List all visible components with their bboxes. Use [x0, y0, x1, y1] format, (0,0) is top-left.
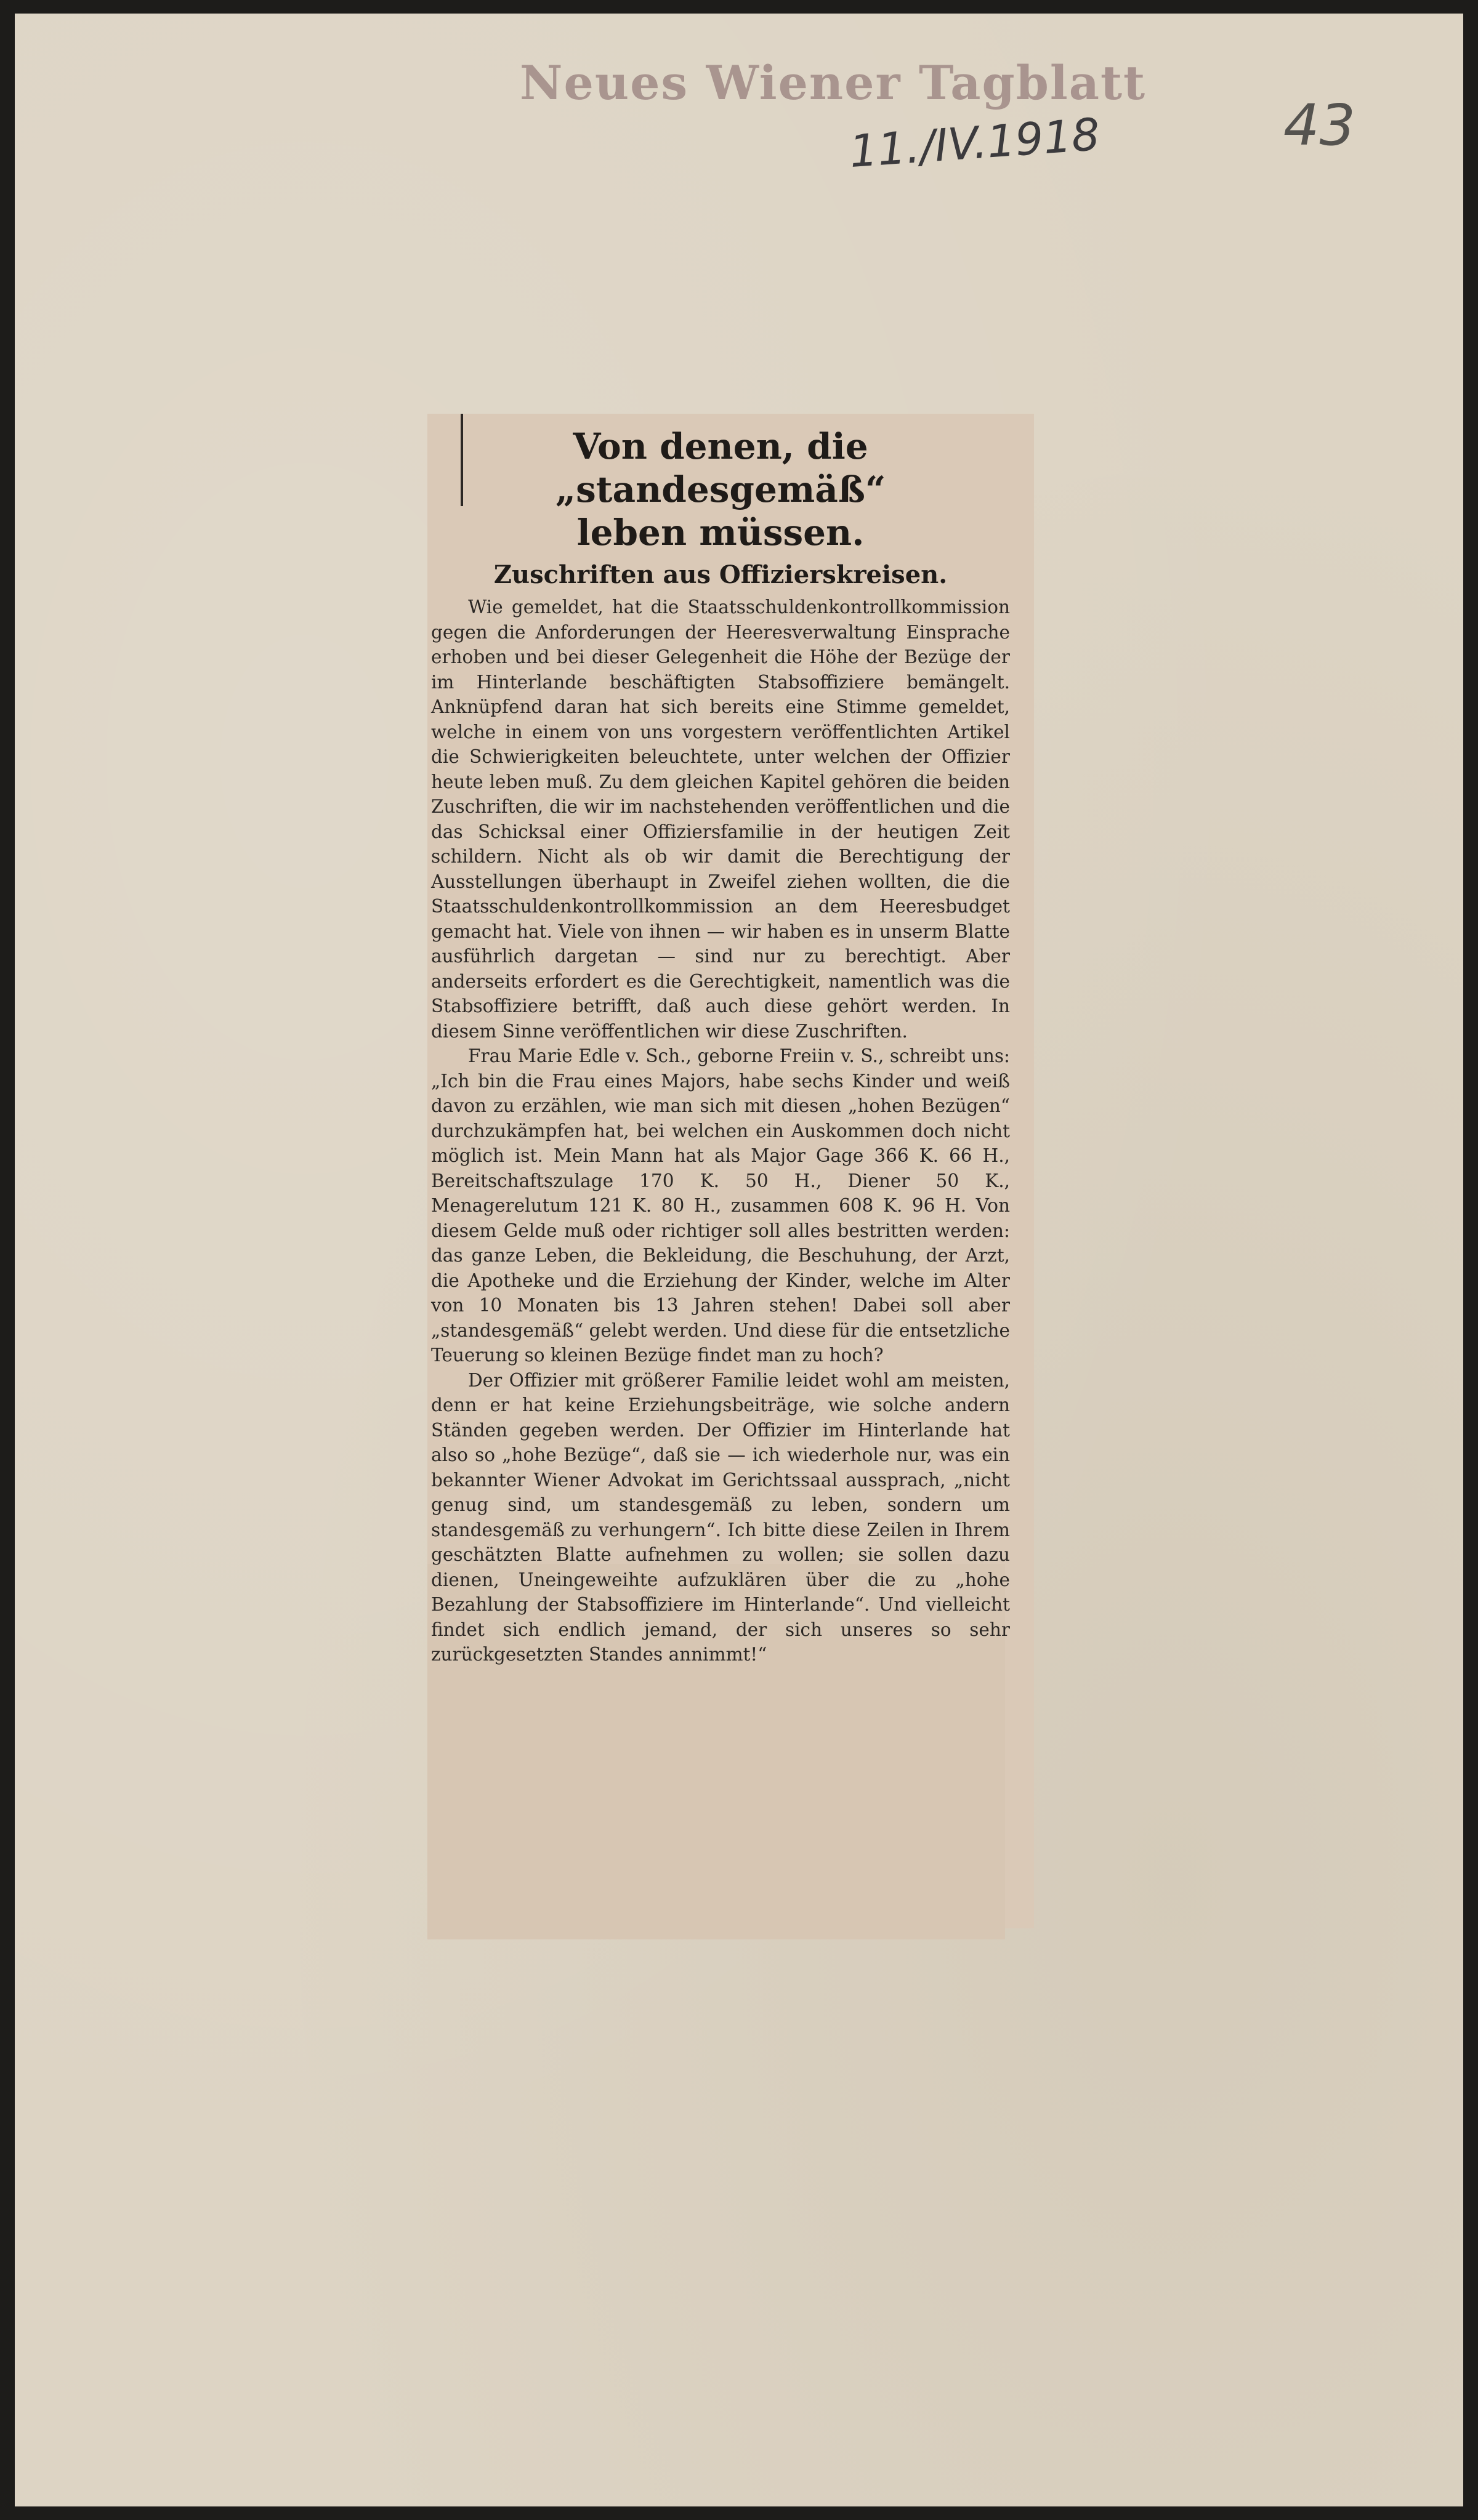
article-paragraph-2: Frau Marie Edle v. Sch., geborne Freiin v. S., schreibt uns: „Ich bin die Frau eines Majors, habe sechs Kinder und weiß davon zu erzählen, wie man sich mit diesen „hohen Bezügen“ durchzukämpfen hat, bei welchen ein Auskommen doch nicht möglich ist. Mein Mann hat als Major Gage 366 K. 66 H., Bereitschaftszulage 170 K. 50 H., Diener 50 K., Menagerelutum 121 K. 80 H., zusammen 608 K. 96 H. Von diesem Gelde muß oder richtiger soll alles bestritten werden: das ganze Leben, die Bekleidung, die Beschuhung, der Arzt, die Apotheke und die Erziehung der Kinder, welche im Alter von 10 Monaten bis 13 Jahren stehen! Dabei soll aber „standesgemäß“ gelebt werden. Und diese für die entsetzliche Teuerung so kleinen Bezüge findet man zu hoch? — [431, 1045, 1010, 1366]
article-headline — [431, 425, 1010, 554]
article — [431, 425, 1010, 1667]
article-paragraph-1: Wie gemeldet, hat die Staatsschuldenkontrollkommission gegen die Anforderungen der Heeresverwaltung Einsprache erhoben und bei dieser Gelegenheit die Höhe der Bezüge der im Hinterlande beschäftigten Stabsoffiziere bemängelt. Anknüpfend daran hat sich bereits eine Stimme gemeldet, welche in einem von uns vorgestern veröffentlichten Artikel die Schwierigkeiten beleuchtete, unter welchen der Offizier heute leben muß. Zu dem gleichen Kapitel gehören die beiden Zuschriften, die wir im nachstehenden veröffentlichen und die das Schicksal einer Offiziersfamilie in der heutigen Zeit schildern. Nicht als ob wir damit die Berechtigung der Ausstellungen überhaupt in Zweifel ziehen wollten, die die Staatsschuldenkontrollkommission an dem Heeresbudget gemacht hat. Viele von ihnen — wir haben es in unserm Blatte ausführlich dargetan — sind nur zu berechtigt. Aber anderseits erfordert es die Gerechtigkeit, namentlich was die Stabsoffiziere betrifft, daß auch diese gehört werden. In diesem Sinne veröffentlichen wir diese Zuschriften. — [431, 597, 1010, 1042]
headline-line-2: leben müssen. — [576, 512, 865, 554]
article-paragraph-3: Der Offizier mit größerer Familie leidet wohl am meisten, denn er hat keine Erziehungsbeiträge, wie solche andern Ständen gegeben werden. Der Offizier im Hinterlande hat also so „hohe Bezüge“, daß sie — ich wiederhole nur, was ein bekannter Wiener Advokat im Gerichtssaal aussprach, „nicht genug sind, um standesgemäß zu leben, sondern um standesgemäß zu verhungern“. Ich bitte diese Zeilen in Ihrem geschätzten Blatte aufnehmen zu wollen; sie sollen dazu dienen, Uneingeweihte aufzuklären über die zu „hohe Bezahlung der Stabsoffiziere im Hinterlande“. Und vielleicht findet sich endlich jemand, der sich unseres so sehr zurückgesetzten Standes annimmt!“ — [431, 1369, 1010, 1665]
handwritten-date: 11./IV.1918 — [847, 108, 1102, 178]
newspaper-stamp: Neues Wiener Tagblatt — [520, 55, 1147, 110]
page-number: 43 — [1283, 92, 1356, 158]
headline-line-1: Von denen, die „standesgemäß“ — [555, 425, 886, 510]
article-subheadline: Zuschriften aus Offizierskreisen. — [493, 560, 948, 589]
